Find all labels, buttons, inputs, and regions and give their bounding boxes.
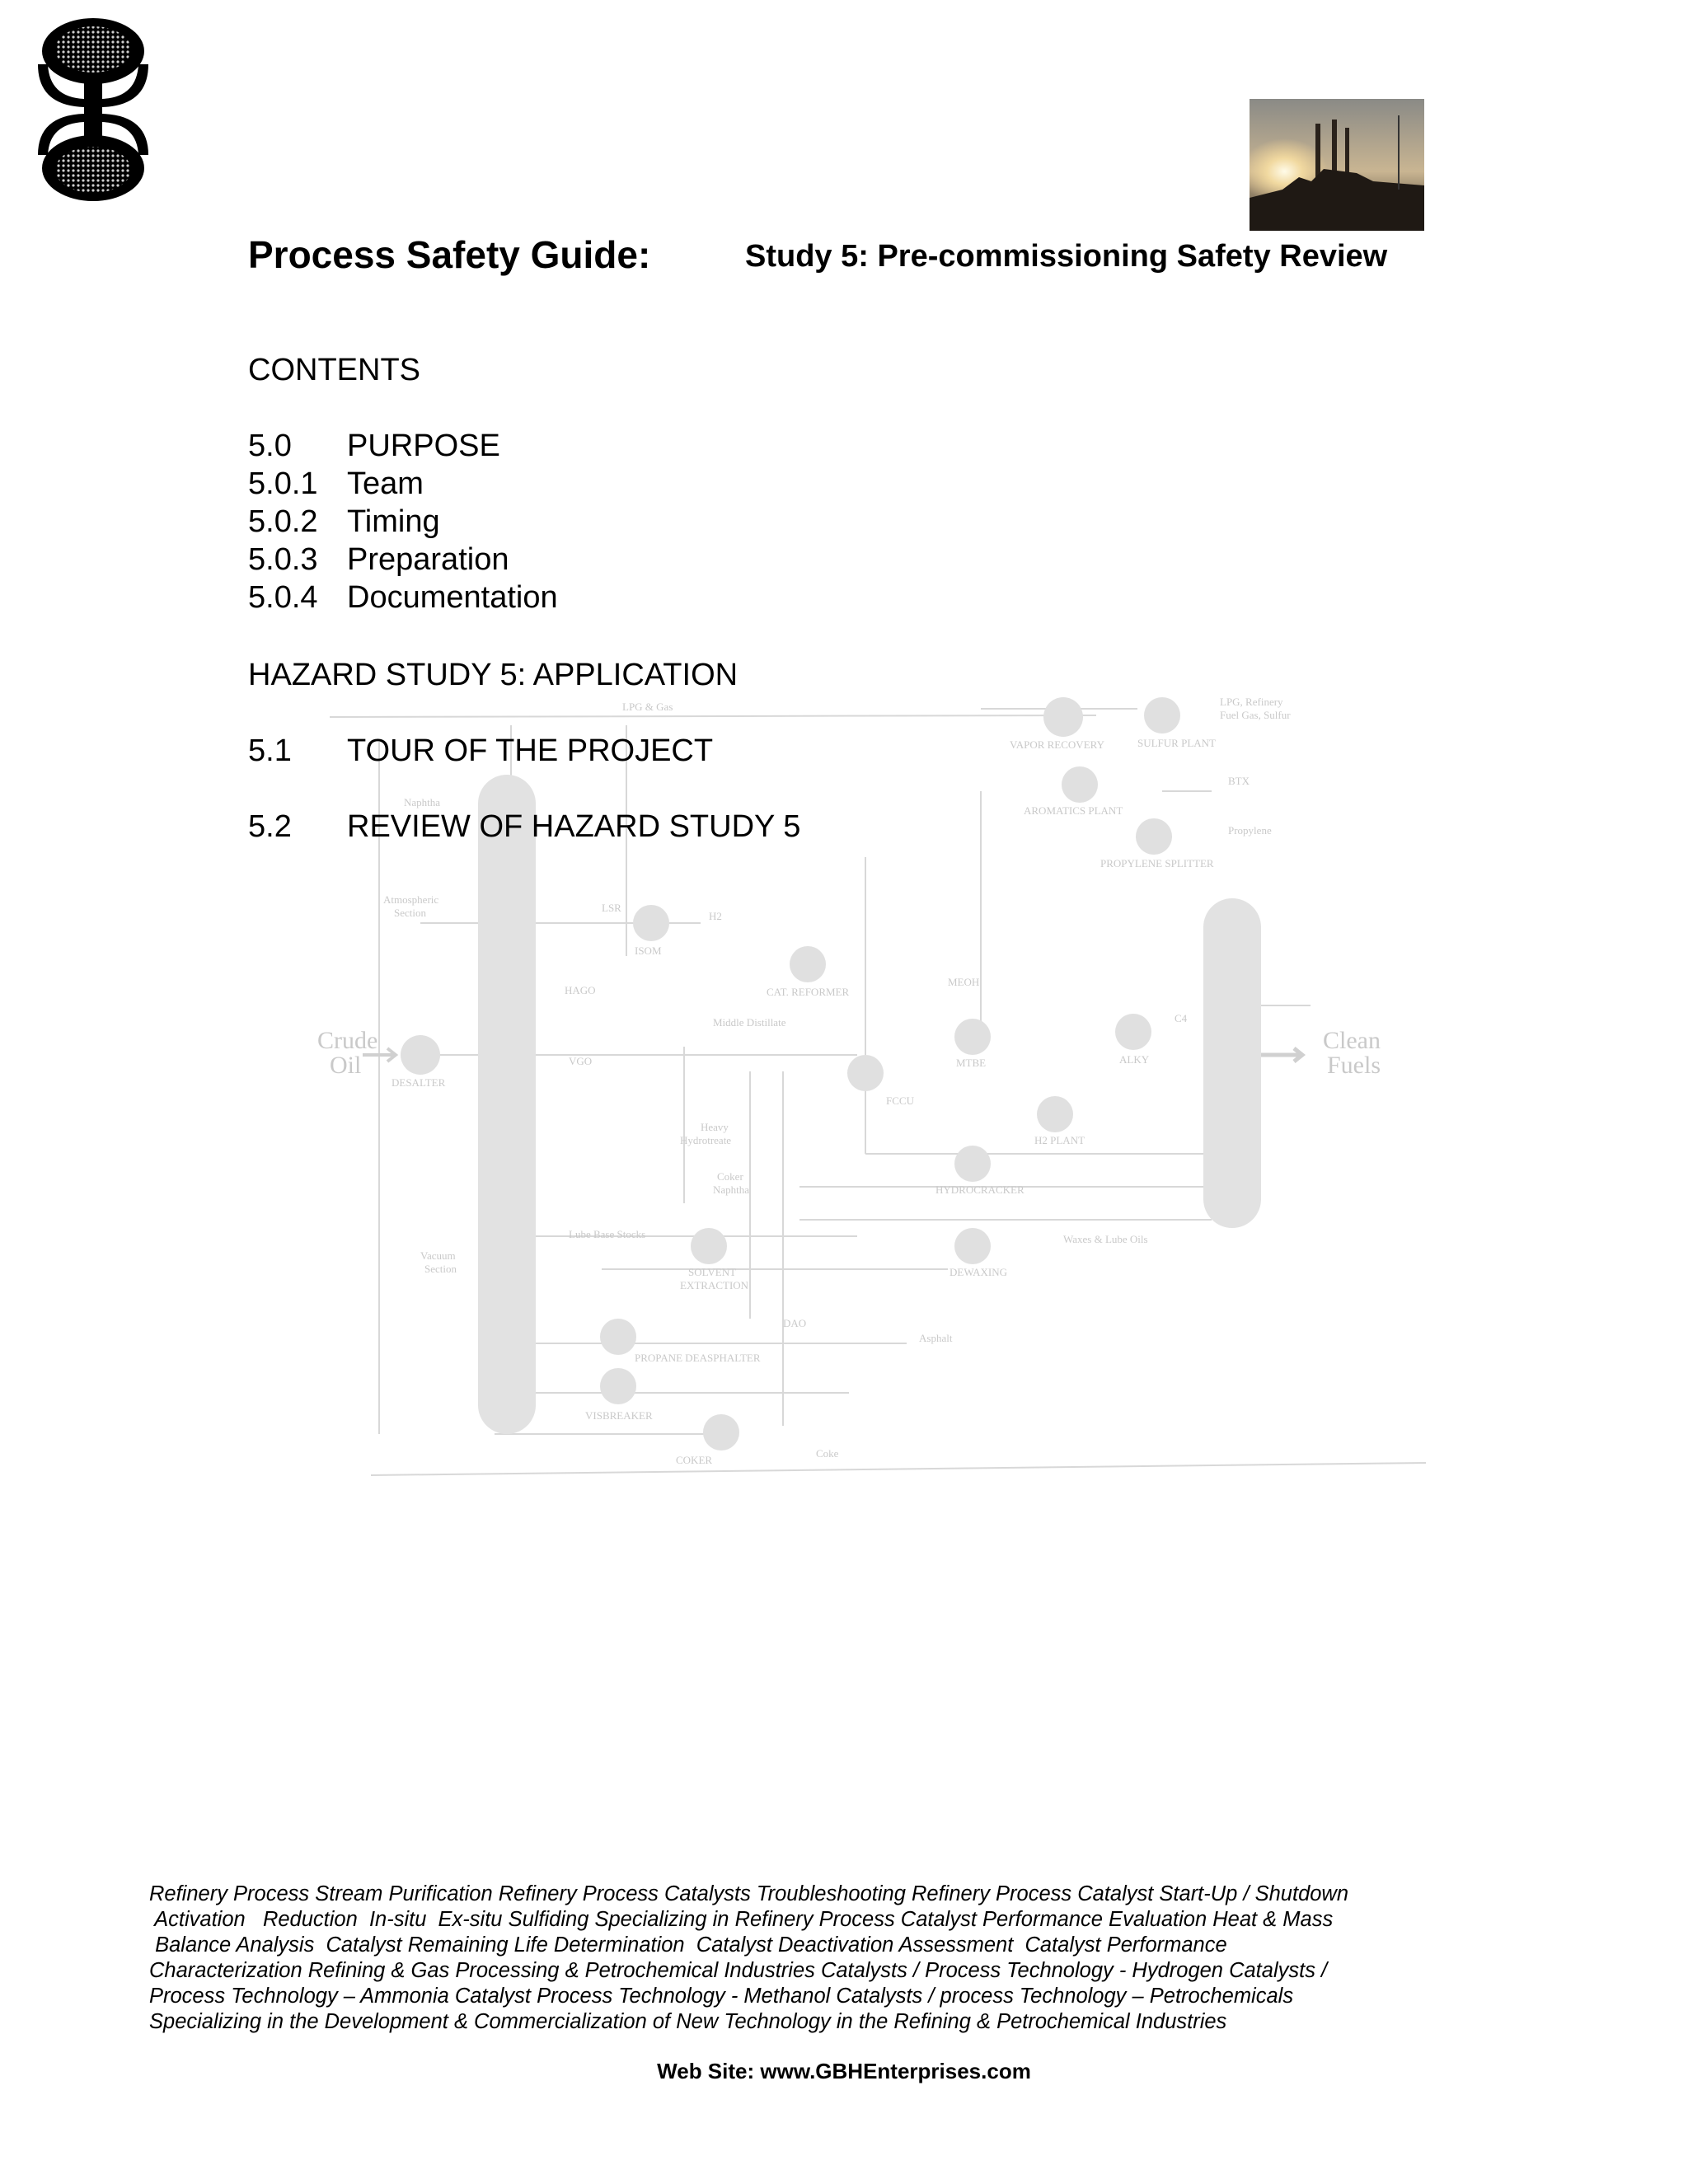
toc-label: Timing [347, 504, 440, 539]
stream-vgo: VGO [569, 1055, 593, 1067]
study-title: Study 5: Pre-commissioning Safety Review [745, 239, 1388, 274]
hazard-study-heading: HAZARD STUDY 5: APPLICATION [248, 658, 738, 692]
stream-lpg-1: LPG, Refinery [1220, 696, 1283, 708]
stream-middle-distillate: Middle Distillate [713, 1016, 786, 1029]
stream-h2: H2 [709, 910, 722, 922]
unit-visbreaker: VISBREAKER [585, 1409, 653, 1422]
stream-lpg-gas: LPG & Gas [622, 701, 673, 713]
stream-btx: BTX [1228, 775, 1250, 787]
toc-label: TOUR OF THE PROJECT [347, 733, 714, 768]
toc-label: Documentation [347, 580, 558, 615]
website-link[interactable]: Web Site: www.GBHEnterprises.com [657, 2059, 1031, 2083]
page-title: Process Safety Guide: [248, 233, 651, 276]
toc-entry-5-0-1 [248, 466, 1072, 504]
stream-dao: DAO [783, 1317, 807, 1329]
stream-heavy-1: Heavy [701, 1121, 729, 1133]
crude-label-1: Crude [317, 1027, 378, 1054]
toc-number: 5.1 [248, 733, 292, 768]
stream-lsr: LSR [602, 902, 621, 914]
company-logo [31, 15, 155, 204]
atm-section-2: Section [394, 907, 426, 919]
refinery-photo [1250, 99, 1424, 231]
toc-entry-5-0 [248, 429, 1072, 466]
footer-services-text [149, 1882, 1435, 2035]
crude-label-2: Oil [330, 1052, 362, 1079]
footer-line: Balance Analysis Catalyst Remaining Life Determination Catalyst Deactivation Assessment Catalyst Performance [149, 1933, 1227, 1957]
stream-coker-1: Coker [717, 1170, 743, 1183]
clean-label-2: Fuels [1327, 1052, 1381, 1079]
footer-line: Process Technology – Ammonia Catalyst Process Technology - Methanol Catalysts / process Technology – Petrochemicals [149, 1985, 1294, 2008]
unit-sulfur-plant: SULFUR PLANT [1137, 737, 1216, 749]
toc-entry-5-0-2 [248, 504, 1072, 542]
stream-coker-2: Naphtha [713, 1183, 750, 1196]
toc-label: Team [347, 466, 424, 501]
stream-lube-base: Lube Base Stocks [569, 1228, 646, 1240]
unit-aromatics: AROMATICS PLANT [1024, 804, 1123, 817]
toc-number: 5.0.2 [248, 504, 318, 539]
stream-waxes: Waxes & Lube Oils [1063, 1233, 1148, 1245]
toc-label: Preparation [347, 542, 509, 577]
footer-line: Activation Reduction In-situ Ex-situ Sulfiding Specializing in Refinery Process Catalyst Performance Evaluation Heat & Mass [149, 1908, 1334, 1931]
stream-meoh: MEOH [948, 976, 980, 988]
unit-hydrocracker: HYDROCRACKER [935, 1183, 1025, 1196]
unit-dewaxing: DEWAXING [950, 1266, 1008, 1278]
unit-desalter: DESALTER [392, 1076, 446, 1089]
stream-coke: Coke [816, 1447, 839, 1460]
unit-isom: ISOM [635, 944, 662, 957]
stream-asphalt: Asphalt [919, 1332, 953, 1344]
stream-hago: HAGO [565, 984, 596, 996]
toc-entry-5-1 [248, 733, 1072, 771]
stream-heavy-2: Hydrotreate [680, 1134, 732, 1146]
unit-h2-plant: H2 PLANT [1034, 1134, 1085, 1146]
contents-heading: CONTENTS [248, 353, 420, 387]
toc-entry-5-0-3 [248, 542, 1072, 580]
toc-number: 5.2 [248, 809, 292, 844]
clean-label-1: Clean [1323, 1027, 1381, 1054]
unit-solvent-1: SOLVENT [688, 1266, 737, 1278]
vac-section-1: Vacuum [420, 1249, 456, 1262]
stream-lpg-2: Fuel Gas, Sulfur [1220, 709, 1291, 721]
toc-number: 5.0 [248, 429, 292, 463]
toc-number: 5.0.3 [248, 542, 318, 577]
stream-propylene: Propylene [1228, 824, 1272, 837]
unit-propylene-splitter: PROPYLENE SPLITTER [1100, 857, 1214, 869]
toc-label: REVIEW OF HAZARD STUDY 5 [347, 809, 801, 844]
stream-naphtha: Naphtha [404, 796, 441, 808]
unit-solvent-2: EXTRACTION [680, 1279, 749, 1291]
footer-line: Refinery Process Stream Purification Refinery Process Catalysts Troubleshooting Refinery Process Catalyst Start-Up / Shutdown [149, 1882, 1349, 1905]
footer-line: Characterization Refining & Gas Processing & Petrochemical Industries Catalysts / Process Technology - Hydrogen Catalysts / [149, 1959, 1328, 1982]
unit-fccu: FCCU [886, 1094, 914, 1107]
unit-cat-reformer: CAT. REFORMER [767, 986, 850, 998]
toc-label: PURPOSE [347, 429, 500, 463]
atm-section-1: Atmospheric [383, 893, 439, 906]
toc-entry-5-0-4 [248, 580, 1072, 618]
unit-mtbe: MTBE [956, 1057, 987, 1069]
unit-vapor-recovery: VAPOR RECOVERY [1010, 738, 1104, 751]
vac-section-2: Section [424, 1263, 457, 1275]
unit-alky: ALKY [1119, 1053, 1150, 1066]
toc-number: 5.0.4 [248, 580, 318, 615]
toc-entry-5-2 [248, 809, 1072, 847]
stream-c4: C4 [1175, 1012, 1188, 1024]
toc-number: 5.0.1 [248, 466, 318, 501]
unit-coker: COKER [676, 1454, 713, 1466]
footer-line: Specializing in the Development & Commercialization of New Technology in the Refining & Petrochemical Industries [149, 2010, 1227, 2033]
unit-propane-deasphalter: PROPANE DEASPHALTER [635, 1352, 761, 1364]
